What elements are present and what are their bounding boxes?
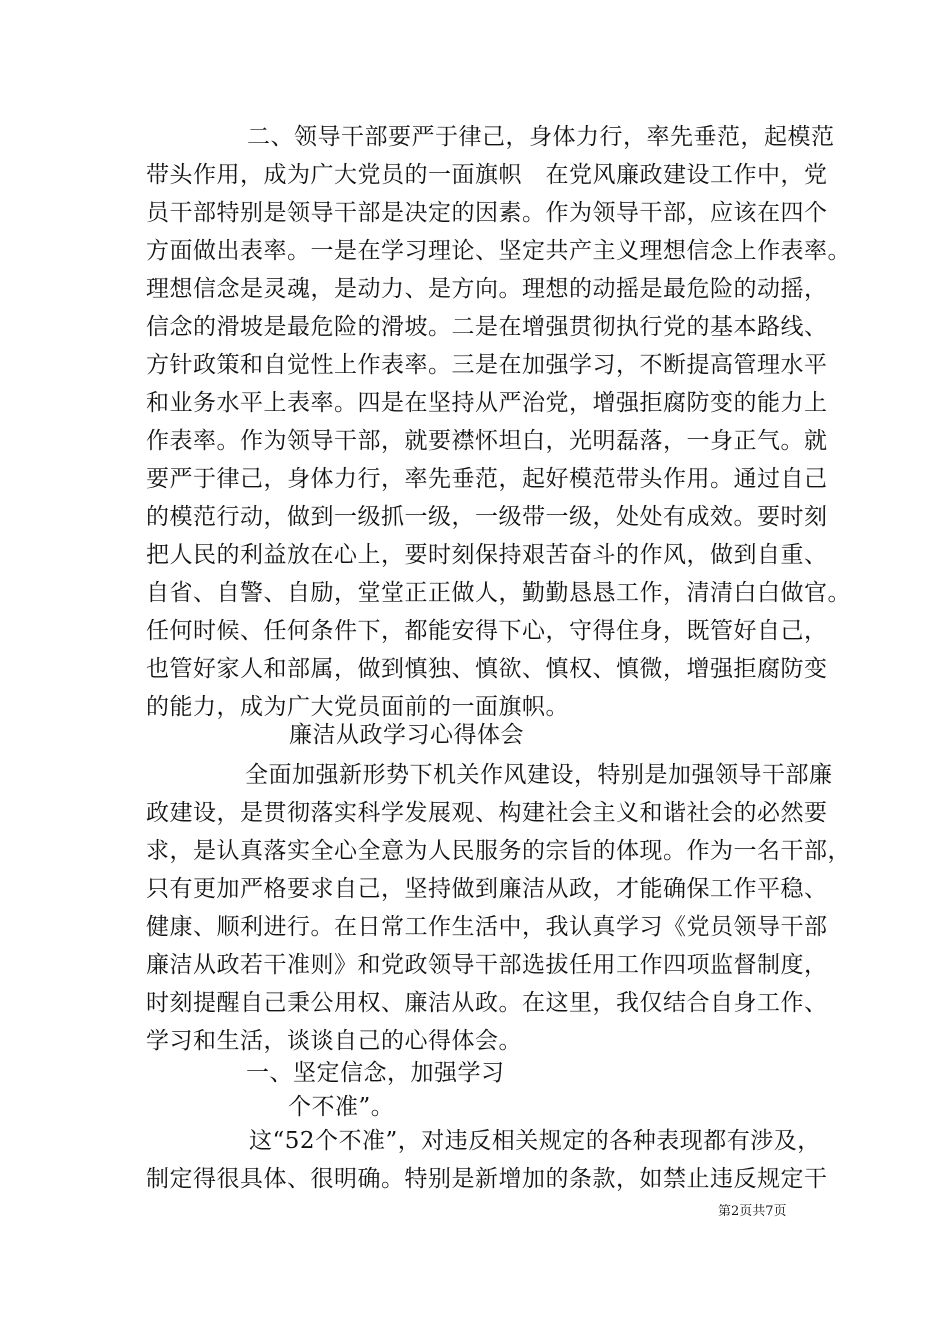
paragraph-line: 健康、顺利进行。在日常工作生活中，我认真学习《党员领导干部 [146,914,828,940]
paragraph-line: 求，是认真落实全心全意为人民服务的宗旨的体现。作为一名干部， [146,838,851,864]
paragraph-line: 的模范行动，做到一级抓一级，一级带一级，处处有成效。要时刻 [146,504,828,530]
paragraph-line: 和业务水平上表率。四是在坚持从严治党，增强拒腐防变的能力上 [146,390,828,416]
subheading: 一、坚定信念，加强学习 [246,1060,505,1086]
paragraph-line: 制定得很具体、很明确。特别是新增加的条款，如禁止违反规定干 [146,1166,828,1192]
paragraph-line: 个不准”。 [288,1094,395,1120]
paragraph-line: 带头作用，成为广大党员的一面旗帜 在党风廉政建设工作中，党 [146,162,828,188]
paragraph-line: 政建设，是贯彻落实科学发展观、构建社会主义和谐社会的必然要 [146,800,828,826]
paragraph-line: 学习和生活，谈谈自己的心得体会。 [146,1028,522,1054]
paragraph-line: 廉洁从政若干准则》和党政领导干部选拔任用工作四项监督制度， [146,952,828,978]
paragraph-line: 要严于律己，身体力行，率先垂范，起好模范带头作用。通过自己 [146,466,828,492]
paragraph-line: 理想信念是灵魂，是动力、是方向。理想的动摇是最危险的动摇， [146,276,828,302]
paragraph-line: 作表率。作为领导干部，就要襟怀坦白，光明磊落，一身正气。就 [146,428,828,454]
paragraph-line: 任何时候、任何条件下，都能安得下心，守得住身，既管好自己， [146,618,828,644]
page-number: 第2页共7页 [718,1204,787,1219]
paragraph-line: 信念的滑坡是最危险的滑坡。二是在增强贯彻执行党的基本路线、 [146,314,828,340]
paragraph-line: 把人民的利益放在心上，要时刻保持艰苦奋斗的作风，做到自重、 [146,542,828,568]
paragraph-line: 二、领导干部要严于律己，身体力行，率先垂范，起模范 [247,124,835,150]
paragraph-line: 这“52个不准”，对违反相关规定的各种表现都有涉及， [249,1128,821,1154]
section-heading: 廉洁从政学习心得体会 [289,722,524,748]
paragraph-line: 方针政策和自觉性上作表率。三是在加强学习，不断提高管理水平 [146,352,828,378]
paragraph-line: 全面加强新形势下机关作风建设，特别是加强领导干部廉 [245,762,833,788]
paragraph-line: 自省、自警、自励，堂堂正正做人，勤勤恳恳工作，清清白白做官。 [146,580,851,606]
paragraph-line: 时刻提醒自己秉公用权、廉洁从政。在这里，我仅结合自身工作、 [146,990,828,1016]
paragraph-line: 员干部特别是领导干部是决定的因素。作为领导干部，应该在四个 [146,200,828,226]
paragraph-line: 方面做出表率。一是在学习理论、坚定共产主义理想信念上作表率。 [146,238,851,264]
paragraph-line: 的能力，成为广大党员面前的一面旗帜。 [146,694,569,720]
paragraph-line: 也管好家人和部属，做到慎独、慎欲、慎权、慎微，增强拒腐防变 [146,656,828,682]
paragraph-line: 只有更加严格要求自己，坚持做到廉洁从政，才能确保工作平稳、 [146,876,828,902]
